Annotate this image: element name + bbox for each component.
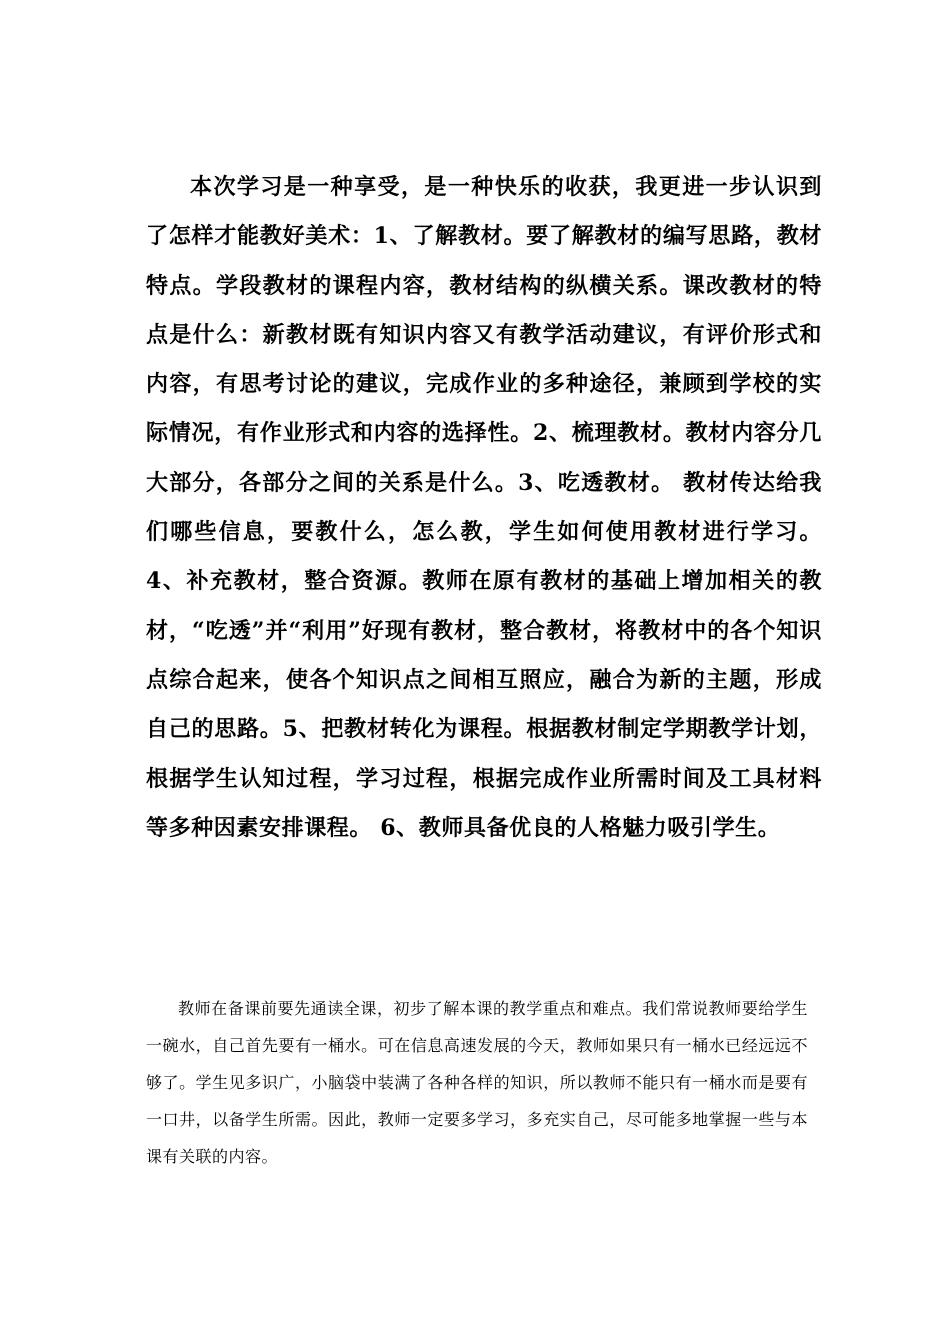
reflection-paragraph: 本次学习是一种享受，是一种快乐的收获，我更进一步认识到了怎样才能教好美术：1、了解教材。要了解教材的编写思路，教材特点。学段教材的课程内容，教材结构的纵横关系。课改教材的特点是什么：新教材既有知识内容又有教学活动建议，有评价形式和内容，有思考讨论的建议，完成作业的多种途径，兼顾到学校的实际情况，有作业形式和内容的选择性。2、梳理教材。教材内容分几大部分，各部分之间的关系是什么。3、吃透教材。 教材传达给我们哪些信息，要教什么，怎么教，学生如何使用教材进行学习。 4、补充教材，整合资源。教师在原有教材的基础上增加相关的教材，“吃透”并“利用”好现有教材，整合教材，将教材中的各个知识点综合起来，使各个知识点之间相互照应，融合为新的主题，形成自己的思路。5、把教材转化为课程。根据教材制定学期教学计划，根据学生认知过程，学习过程，根据完成作业所需时间及工具材料等多种因素安排课程。 6、教师具备优良的人格魅力吸引学生。 [146,174,822,841]
lesson-preparation-paragraph: 教师在备课前要先通读全课，初步了解本课的教学重点和难点。我们常说教师要给学生一碗水，自己首先要有一桶水。可在信息高速发展的今天，教师如果只有一桶水已经远远不够了。学生见多识广，小脑袋中装满了各种各样的知识，所以教师不能只有一桶水而是要有一口井，以备学生所需。因此，教师一定要多学习，多充实自己，尽可能多地掌握一些与本课有关联的内容。 [146,999,808,1166]
